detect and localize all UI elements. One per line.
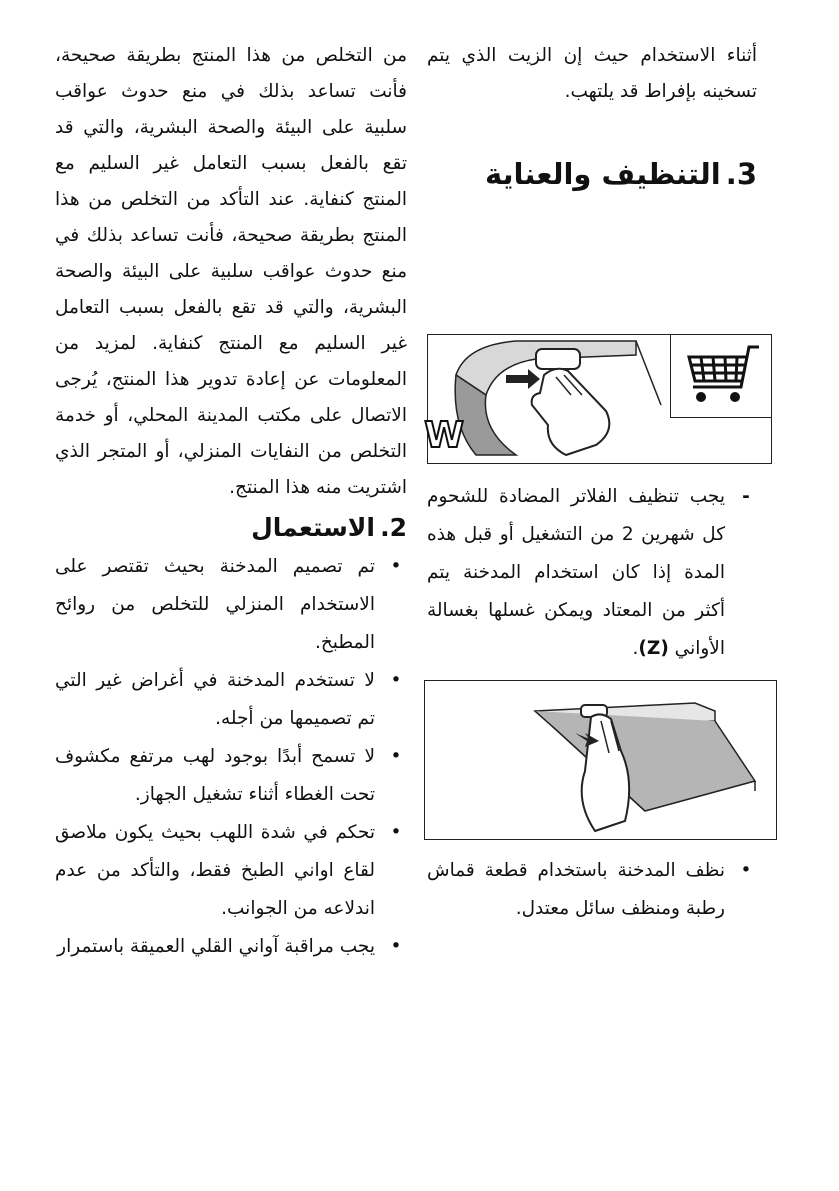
usage-item [55, 814, 407, 928]
bullet-marker: • [390, 936, 402, 957]
usage-item-text: تم تصميم المدخنة بحيث تقتصر على الاستخدام المنزلي للتخلص من روائح المطبخ. [55, 556, 375, 653]
disposal-paragraph: من التخلص من هذا المنتج بطريقة صحيحة، فأنت تساعد بذلك في منع حدوث عواقب سلبية على البيئة والصحة البشرية، والتي قد تقع بالفعل بسبب التعامل غير السليم مع المنتج كنفاية. عند التأكد من التخلص من هذا المنتج بطريقة صحيحة، فأنت تساعد بذلك في منع حدوث عواقب سلبية على البيئة والصحة البشرية، والتي قد تقع بالفعل بسبب التعامل غير السليم مع المنتج كنفاية. لمزيد من المعلومات عن إعادة تدوير هذا المنتج، يُرجى الاتصال على مكتب المدينة المحلي، أو خدمة التخلص من النفايات المنزلي، أو المتجر الذي اشتريت منه هذا المنتج. [55, 45, 407, 498]
bullet-marker: • [390, 822, 402, 843]
intro-paragraph: أثناء الاستخدام حيث إن الزيت الذي يتم تسخينه بإفراط قد يلتهب. [427, 45, 757, 102]
section-3-heading [427, 154, 757, 194]
usage-item-text: يجب مراقبة آواني القلي العميقة باستمرار [57, 936, 375, 957]
dash-marker: - [742, 486, 750, 507]
usage-item-text: لا تستخدم المدخنة في أغراض غير التي تم تصميمها من أجله. [55, 670, 375, 729]
section-3-title: التنظيف والعناية [485, 157, 721, 191]
cloth-cleaning-item [427, 852, 757, 928]
filter-cleaning-item [427, 478, 757, 668]
usage-item [55, 548, 407, 662]
filter-removal-figure [424, 334, 772, 464]
shopping-cart-panel [670, 335, 771, 418]
usage-item [55, 738, 407, 814]
figure-label-w: W [424, 415, 464, 456]
right-column [424, 38, 757, 928]
section-2-number: 2. [380, 513, 407, 542]
bullet-marker: • [740, 860, 752, 881]
filter-wash-figure [424, 680, 777, 840]
section-2-heading [55, 510, 407, 546]
section-2-title: الاستعمال [251, 513, 375, 542]
bullet-marker: • [390, 746, 402, 767]
usage-item [55, 662, 407, 738]
shopping-cart-icon [671, 335, 771, 417]
section-3-number: 3. [725, 157, 757, 191]
filter-cleaning-text: يجب تنظيف الفلاتر المضادة للشحوم كل شهرين 2 من التشغيل أو قبل هذه المدة إذا كان استخدام المدخنة يتم أكثر من المعتاد ويمكن غسلها بغسالة الأواني [427, 486, 726, 659]
filter-cleaning-end: . [632, 638, 639, 659]
hood-filter-illustration [425, 681, 776, 839]
cleaning-dash-list [427, 478, 757, 668]
cleaning-bullet-list [427, 852, 757, 928]
usage-item-text: لا تسمح أبدًا بوجود لهب مرتفع مكشوف تحت الغطاء أثناء تشغيل الجهاز. [55, 746, 375, 805]
bullet-marker: • [390, 556, 402, 577]
figure-ref-z: (Z) [638, 638, 669, 659]
left-column [55, 38, 407, 966]
filter-hand-illustration [424, 335, 666, 463]
cloth-cleaning-text: نظف المدخنة باستخدام قطعة قماش رطبة ومنظف سائل معتدل. [427, 860, 725, 919]
usage-bullet-list [55, 548, 407, 966]
usage-item-text: تحكم في شدة اللهب بحيث يكون ملاصق لقاع اواني الطبخ فقط، والتأكد من عدم اندلاعه من الجوانب. [55, 822, 375, 919]
usage-item [55, 928, 407, 966]
bullet-marker: • [390, 670, 402, 691]
